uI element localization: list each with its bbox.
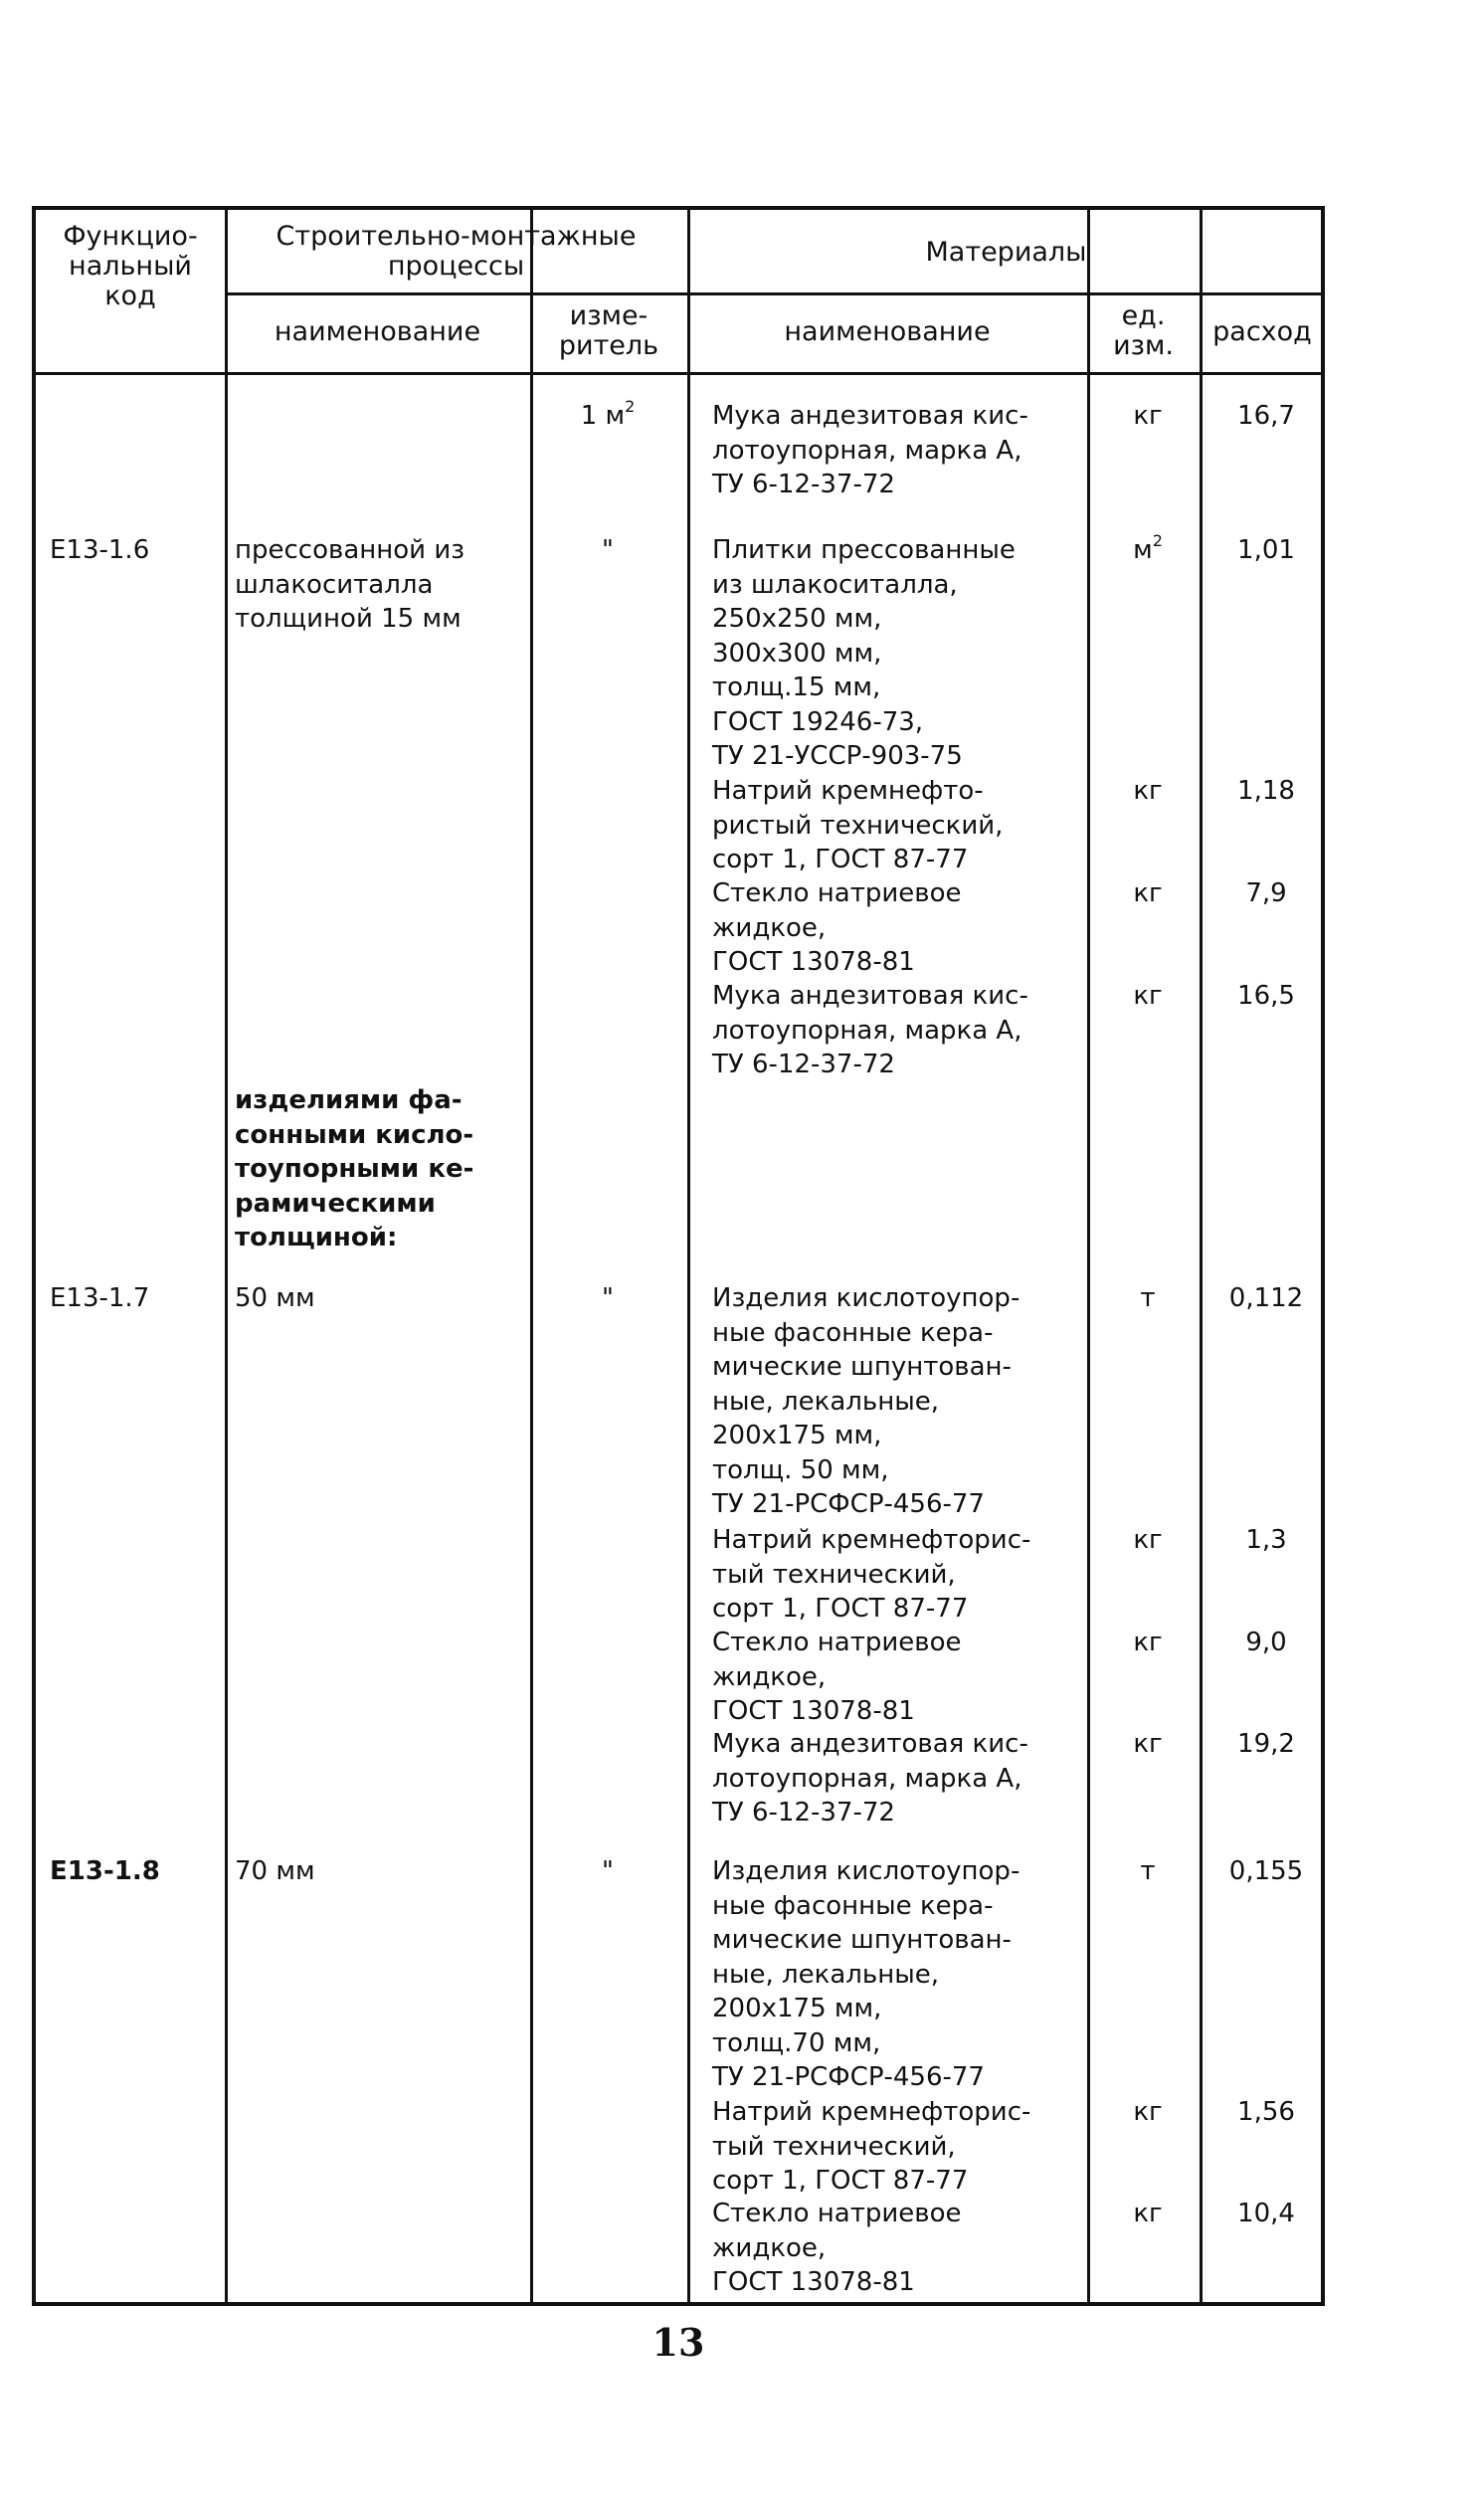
material-unit: кг	[1133, 878, 1163, 908]
header-mat-unit: ед. изм.	[1113, 300, 1174, 361]
header-processes: Строительно-монтажные процессы	[276, 221, 637, 282]
material-name: Стекло натриевое жидкое, ГОСТ 13078-81	[712, 878, 962, 977]
process-group-heading: изделиями фа- сонными кисло- тоупорными ке- рамическими толщиной:	[235, 1085, 474, 1252]
functional-code: Е13-1.7	[50, 1283, 150, 1313]
material-rate: 0,155	[1228, 1856, 1304, 1886]
header-mat-name: наименование	[784, 316, 991, 347]
functional-code: Е13-1.6	[50, 535, 150, 565]
process-name: 50 мм	[235, 1283, 315, 1313]
material-rate: 16,7	[1237, 401, 1295, 431]
material-rate: 9,0	[1245, 1628, 1287, 1657]
material-name: Мука андезитовая кис- лотоупорная, марка А, ТУ 6-12-37-72	[712, 1729, 1028, 1827]
material-unit: кг	[1133, 1729, 1163, 1759]
col-divider	[225, 210, 228, 2302]
material-rate: 10,4	[1237, 2199, 1295, 2228]
process-name: 70 мм	[235, 1856, 315, 1886]
material-rate: 7,9	[1245, 878, 1287, 908]
header-divider	[225, 292, 1321, 295]
proc-unit: "	[602, 1283, 614, 1313]
header-code: Функцио- нальный код	[63, 221, 198, 311]
material-unit: т	[1140, 1283, 1156, 1313]
material-unit: $м^2$	[1133, 531, 1163, 565]
header-bottom-rule	[36, 372, 1321, 375]
material-name: Плитки прессованные из шлакоситалла, 250х250 мм, 300х300 мм, толщ.15 мм, ГОСТ 19246-73, ТУ 21-УССР-903-75	[712, 535, 1016, 771]
functional-code: Е13-1.8	[50, 1856, 160, 1886]
material-name: Стекло натриевое жидкое, ГОСТ 13078-81	[712, 2199, 962, 2297]
material-unit: кг	[1133, 2097, 1163, 2127]
col-divider	[687, 210, 690, 2302]
material-rate: 1,01	[1237, 535, 1295, 565]
col-divider	[1200, 210, 1203, 2302]
header-materials: Материалы	[925, 237, 1087, 268]
material-unit: т	[1140, 1856, 1156, 1886]
material-unit: кг	[1133, 776, 1163, 806]
header-proc-name: наименование	[274, 316, 481, 347]
material-name: Стекло натриевое жидкое, ГОСТ 13078-81	[712, 1628, 962, 1726]
material-name: Мука андезитовая кис- лотоупорная, марка А, ТУ 6-12-37-72	[712, 981, 1028, 1079]
material-name: Натрий кремнефто- ристый технический, сорт 1, ГОСТ 87-77	[712, 776, 1004, 874]
material-unit: кг	[1133, 981, 1163, 1011]
proc-unit: 1 $м^2$	[580, 397, 636, 431]
material-rate: 1,18	[1237, 776, 1295, 806]
material-name: Изделия кислотоупор- ные фасонные кера- мические шпунтован- ные, лекальные, 200х175 мм, толщ.70 мм, ТУ 21-РСФСР-456-77	[712, 1856, 1020, 2092]
material-unit: кг	[1133, 1628, 1163, 1657]
material-name: Натрий кремнефторис- тый технический, сорт 1, ГОСТ 87-77	[712, 2097, 1031, 2196]
proc-unit: "	[602, 1856, 614, 1886]
material-name: Изделия кислотоупор- ные фасонные кера- мические шпунтован- ные, лекальные, 200х175 мм, толщ. 50 мм, ТУ 21-РСФСР-456-77	[712, 1283, 1020, 1519]
material-name: Мука андезитовая кис- лотоупорная, марка А, ТУ 6-12-37-72	[712, 401, 1028, 499]
process-name: прессованной из шлакоситалла толщиной 15 мм	[235, 535, 465, 634]
material-unit: кг	[1133, 1525, 1163, 1555]
header-mat-rate: расход	[1212, 316, 1312, 347]
header-proc-unit: изме- ритель	[558, 300, 659, 361]
material-rate: 1,56	[1237, 2097, 1295, 2127]
col-divider	[530, 210, 533, 2302]
proc-unit: "	[602, 535, 614, 565]
material-rate: 1,3	[1245, 1525, 1287, 1555]
material-rate: 19,2	[1237, 1729, 1295, 1759]
material-unit: кг	[1133, 2199, 1163, 2228]
page-number: 13	[651, 2320, 705, 2365]
material-unit: кг	[1133, 401, 1163, 431]
material-rate: 16,5	[1237, 981, 1295, 1011]
material-rate: 0,112	[1228, 1283, 1304, 1313]
material-name: Натрий кремнефторис- тый технический, сорт 1, ГОСТ 87-77	[712, 1525, 1031, 1624]
table-frame	[32, 206, 1325, 2306]
